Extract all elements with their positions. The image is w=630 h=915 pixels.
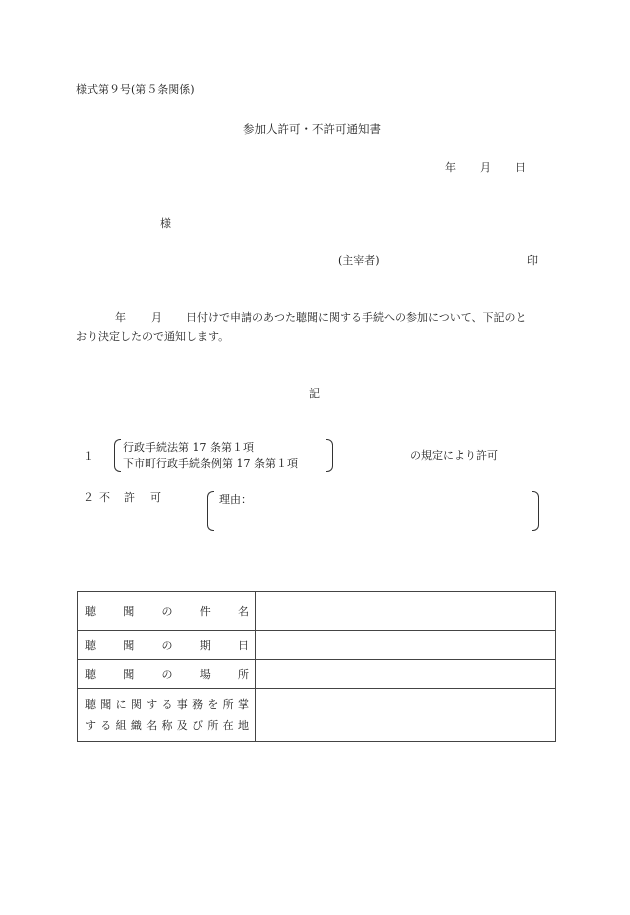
ki-heading: 記 [309,387,320,400]
hearing-place-label: 聴 聞 の 場 所 [78,660,256,689]
table-row [78,592,556,631]
reason-left-brace [207,491,214,531]
hearing-subject-label: 聴 聞 の 件 名 [78,592,256,631]
date-month: 月 [480,161,491,174]
form-number: 様式第９号(第５条関係) [76,83,195,96]
organizer-label: (主宰者) [338,254,380,267]
body-line2-text: おり決定したので通知します。 [76,330,230,343]
item-2-number: ２ [83,491,94,504]
organization-label: 聴 聞 に 関 す る 事 務 を 所 掌 す る 組 織 名 称 及 び 所 在 地 [78,689,256,742]
item-2-label-2: 許 [124,491,135,504]
table-row [78,689,556,742]
date-year: 年 [445,161,456,174]
law-2: 下市町行政手続条例第 17 条第１項 [123,457,298,470]
seal-mark: 印 [527,254,538,267]
law-1: 行政手続法第 17 条第１項 [123,441,254,454]
reason-right-brace [532,491,539,531]
hearing-info-table [77,591,556,742]
document-title: 参加人許可・不許可通知書 [243,122,381,136]
item-1-suffix: の規定により許可 [410,449,498,462]
body-year: 年 [115,311,126,324]
table-row [78,660,556,689]
organization-value[interactable] [256,689,556,742]
table-row [78,631,556,660]
hearing-date-value[interactable] [256,631,556,660]
hearing-place-value[interactable] [256,660,556,689]
body-month: 月 [151,311,162,324]
hearing-date-label: 聴 聞 の 期 日 [78,631,256,660]
left-brace [114,439,121,472]
right-brace [326,439,333,472]
item-1-number: １ [83,450,94,463]
date-day: 日 [515,161,526,174]
addressee-suffix: 様 [160,217,171,230]
item-2-label-3: 可 [150,491,161,504]
reason-label: 理由： [219,493,252,506]
hearing-subject-value[interactable] [256,592,556,631]
body-line1-text: 日付けで申請のあつた聴聞に関する手続への参加について、下記のと [186,311,527,324]
item-2-label-1: 不 [99,491,110,504]
